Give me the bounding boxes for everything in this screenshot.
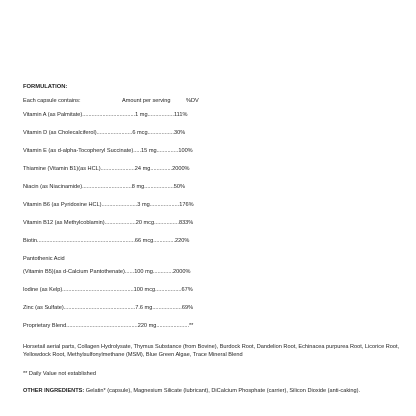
nutrient-row-niacin: Niacin (as Niacinamide)................................8 mg...................50% bbox=[23, 184, 185, 190]
nutrient-row-vitamin-b6: Vitamin B6 (as Pyridoxine HCL).......................3 mg...................176% bbox=[23, 202, 194, 208]
nutrient-row-biotin: Biotin...............................................................66 mcg..............220% bbox=[23, 238, 190, 244]
other-ingredients-text: Gelatin* (capsule), Magnesium Silicate (lubricant), DiCalcium Phosphate (carrier), Silicon Dioxide (anti-caking). bbox=[85, 388, 360, 395]
pantothenic-acid-label: Pantothenic Acid bbox=[23, 256, 65, 262]
daily-value-note: ** Daily Value not established bbox=[23, 370, 96, 377]
nutrient-row-vitamin-e: Vitamin E (as d-alpha-Tocopheryl Succinate).....15 mg..............100% bbox=[23, 148, 193, 154]
nutrient-row-vitamin-a: Vitamin A (as Palmitate)..................................1 mg.................111% bbox=[23, 112, 188, 118]
nutrient-row-vitamin-d: Vitamin D (as Cholecalciferol).......................6 mcg.................30% bbox=[23, 130, 186, 136]
column-contains: Each capsule contains: bbox=[23, 98, 81, 104]
other-ingredients-label: OTHER INGREDIENTS: bbox=[23, 388, 85, 395]
blend-ingredients: Horsetail aerial parts, Collagen Hydrolysate, Thymus Substance (from Bovine), Burdock Root, Dandelion Root, Echinacea purpurea Root, Licorice Root, Yellowdock Root, Methylsulfonylmethane (MSM), Blue Green Algae, Trace Mineral Blend bbox=[23, 344, 400, 359]
nutrient-row-vitamin-b12: Vitamin B12 (as Methylcoblamin)....................20 mcg................833% bbox=[23, 220, 194, 226]
column-header-row bbox=[23, 98, 398, 106]
formulation-heading: FORMULATION: bbox=[23, 84, 68, 90]
column-amount: Amount per serving bbox=[122, 98, 171, 104]
nutrient-row-proprietary-blend: Proprietary Blend..............................................220 mg.....................** bbox=[23, 323, 194, 329]
other-ingredients bbox=[23, 388, 398, 395]
nutrient-row-zinc: Zinc (as Sulfate)..............................................7.6 mg...................69% bbox=[23, 305, 194, 311]
nutrient-row-vitamin-b5: (Vitamin B5)(as d-Calcium Pantothenate)......100 mg.............2000% bbox=[23, 269, 191, 275]
nutrient-row-thiamine: Thiamine (Vitamin B1)(as HCL)......................24 mg..............2000% bbox=[23, 166, 190, 172]
column-dv: %DV bbox=[186, 98, 199, 104]
formulation-document bbox=[23, 84, 398, 395]
nutrient-row-iodine: Iodine (as Kelp)..............................................100 mcg.................67% bbox=[23, 287, 193, 293]
